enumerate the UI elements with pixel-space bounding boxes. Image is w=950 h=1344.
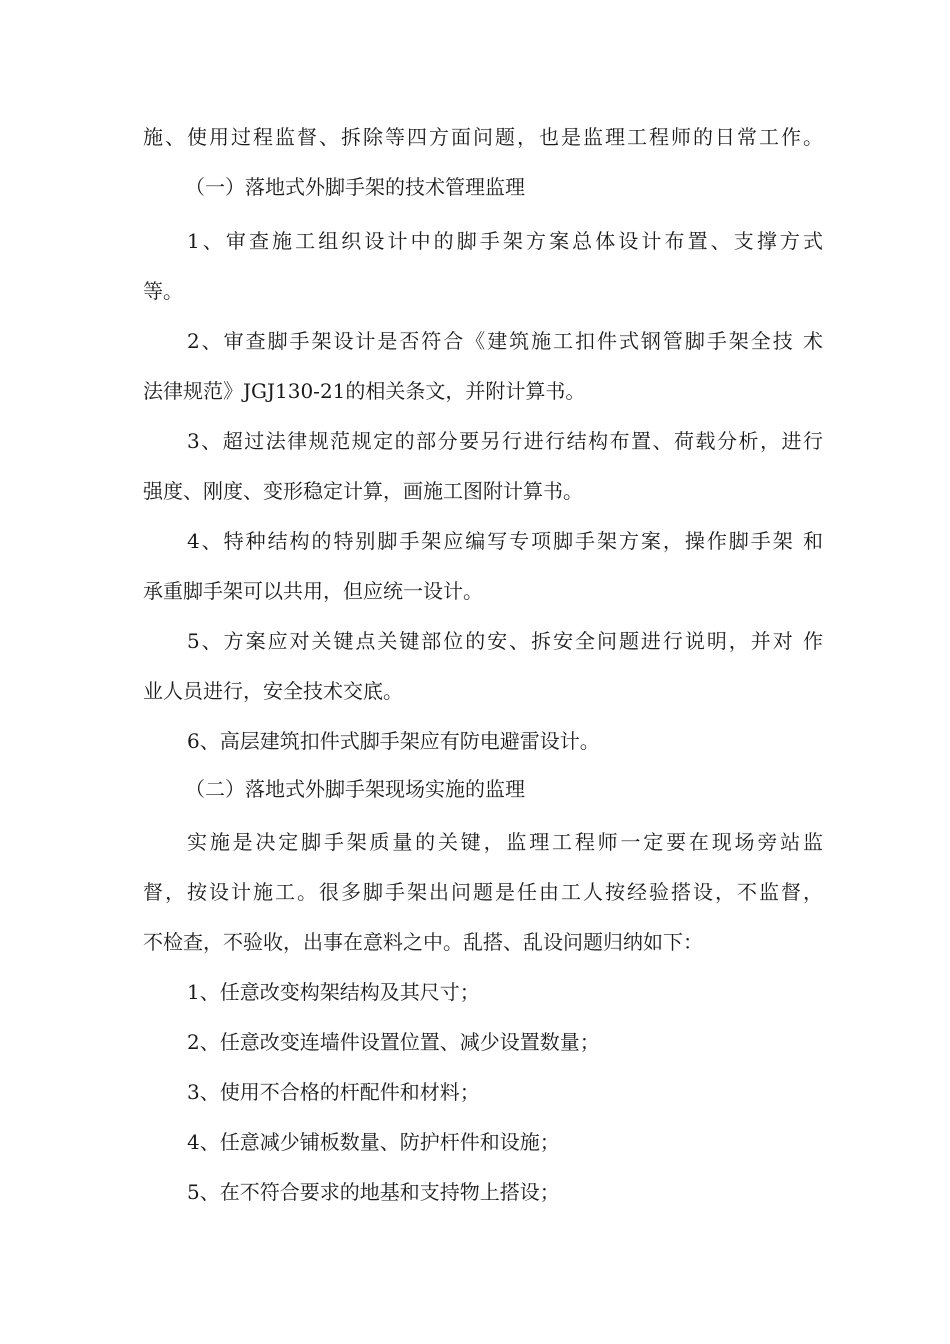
- paragraph-line: 实施是决定脚手架质量的关键，监理工程师一定要在现场旁站监: [187, 830, 823, 854]
- paragraph-line: 施、使用过程监督、拆除等四方面问题，也是监理工程师的日常工作。: [143, 125, 823, 149]
- section-heading: （二）落地式外脚手架现场实施的监理: [185, 777, 525, 801]
- list-item: 1、任意改变构架结构及其尺寸；: [187, 980, 480, 1004]
- paragraph-line: 业人员进行，安全技术交底。: [143, 679, 403, 703]
- paragraph-line: 2、审查脚手架设计是否符合《建筑施工扣件式钢管脚手架全技 术: [187, 329, 823, 353]
- paragraph-line: 4、特种结构的特别脚手架应编写专项脚手架方案，操作脚手架 和: [187, 529, 823, 553]
- list-item: 4、任意减少铺板数量、防护杆件和设施；: [187, 1130, 560, 1154]
- paragraph-line: 督，按设计施工。很多脚手架出问题是任由工人按经验搭设，不监督，: [143, 880, 823, 904]
- paragraph-line: 等。: [143, 279, 183, 303]
- list-item: 2、任意改变连墙件设置位置、减少设置数量；: [187, 1030, 600, 1054]
- paragraph-line: 强度、刚度、变形稳定计算，画施工图附计算书。: [143, 479, 583, 503]
- list-item: 3、使用不合格的杆配件和材料；: [187, 1080, 480, 1104]
- paragraph-line: 承重脚手架可以共用，但应统一设计。: [143, 579, 483, 603]
- paragraph-line: 3、超过法律规范规定的部分要另行进行结构布置、荷载分析，进行: [187, 429, 823, 453]
- section-heading: （一）落地式外脚手架的技术管理监理: [185, 175, 525, 199]
- paragraph-line: 1、审查施工组织设计中的脚手架方案总体设计布置、支撑方式: [187, 229, 823, 253]
- paragraph-line: 5、方案应对关键点关键部位的安、拆安全问题进行说明，并对 作: [187, 629, 823, 653]
- paragraph-line: 法律规范》JGJ130-21的相关条文，并附计算书。: [143, 379, 586, 403]
- list-item: 5、在不符合要求的地基和支持物上搭设；: [187, 1180, 560, 1204]
- paragraph-line: 6、高层建筑扣件式脚手架应有防电避雷设计。: [187, 729, 600, 753]
- paragraph-line: 不检查，不验收，出事在意料之中。乱搭、乱设问题归纳如下：: [143, 930, 703, 954]
